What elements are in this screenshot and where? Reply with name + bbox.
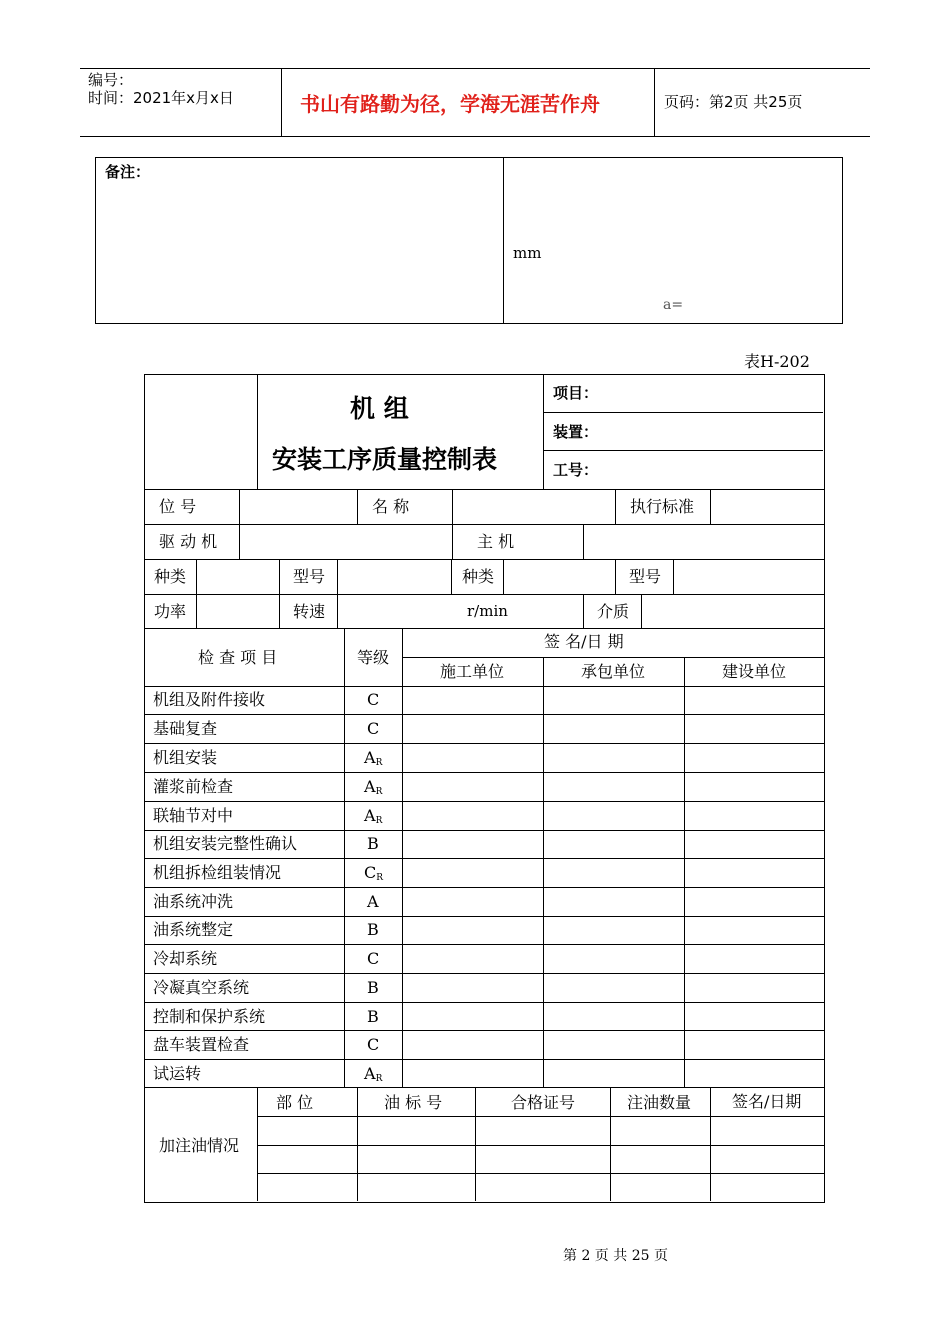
- position-no-label: 位 号: [159, 497, 197, 516]
- owner-unit-header: 建设单位: [722, 662, 787, 681]
- oil-section-label: 加注油情况: [159, 1136, 240, 1155]
- form-number: 表H-202: [744, 352, 810, 371]
- form-title-line2: 安装工序质量控制表: [272, 445, 498, 474]
- type-label-1: 种类: [154, 567, 187, 586]
- check-item-name: 机组安装: [153, 748, 218, 767]
- speed-unit: r/min: [467, 602, 508, 620]
- check-item-header: 检 查 项 目: [198, 648, 278, 667]
- form-title-line1: 机 组: [350, 394, 409, 423]
- check-item-grade: B: [367, 834, 379, 853]
- check-item-name: 油系统整定: [153, 920, 234, 939]
- page-footer: 第 2 页 共 25 页: [563, 1248, 668, 1264]
- check-item-grade: C: [367, 949, 380, 968]
- check-item-name: 冷却系统: [153, 949, 218, 968]
- check-item-grade: $A_R$: [364, 806, 383, 826]
- check-item-grade: B: [367, 920, 379, 939]
- check-item-grade: $C_R$: [364, 863, 384, 883]
- oil-sign-date-header: 签名/日期: [732, 1092, 802, 1111]
- check-item-grade: $A_R$: [364, 748, 383, 768]
- check-item-name: 联轴节对中: [153, 806, 234, 825]
- check-item-grade: A: [367, 892, 379, 911]
- power-label: 功率: [154, 602, 187, 621]
- check-item-grade: $A_R$: [364, 1064, 383, 1084]
- check-item-grade: B: [367, 978, 379, 997]
- check-item-grade: C: [367, 1035, 380, 1054]
- medium-label: 介质: [597, 602, 630, 621]
- check-item-grade: C: [367, 690, 380, 709]
- motto: 书山有路勤为径，学海无涯苦作舟: [300, 92, 600, 116]
- model-label-1: 型号: [293, 567, 326, 586]
- sign-date-header: 签 名/日 期: [544, 632, 624, 651]
- name-label: 名 称: [372, 497, 410, 516]
- contractor-unit-header: 承包单位: [581, 662, 646, 681]
- check-item-name: 基础复查: [153, 719, 218, 738]
- notes-label: 备注：: [105, 163, 151, 181]
- page-label: 页码：第2页 共25页: [664, 93, 803, 111]
- oil-grade-header: 油 标 号: [384, 1093, 443, 1112]
- oil-amount-header: 注油数量: [627, 1093, 692, 1112]
- certificate-no-header: 合格证号: [511, 1093, 576, 1112]
- grade-header: 等级: [357, 648, 390, 667]
- project-label: 项目：: [553, 384, 599, 402]
- formula-a: a=: [663, 297, 684, 313]
- unit-mm: mm: [513, 244, 542, 262]
- check-item-name: 试运转: [153, 1064, 202, 1083]
- device-label: 装置：: [553, 423, 599, 441]
- driver-label: 驱 动 机: [159, 532, 218, 551]
- check-item-name: 控制和保护系统: [153, 1007, 266, 1026]
- check-item-name: 机组安装完整性确认: [153, 834, 298, 853]
- check-item-name: 机组及附件接收: [153, 690, 266, 709]
- check-item-name: 盘车装置检查: [153, 1035, 250, 1054]
- check-item-name: 冷凝真空系统: [153, 978, 250, 997]
- check-item-grade: $A_R$: [364, 777, 383, 797]
- type-label-2: 种类: [462, 567, 495, 586]
- oil-part-header: 部 位: [276, 1093, 314, 1112]
- standard-label: 执行标准: [630, 497, 695, 516]
- check-item-grade: C: [367, 719, 380, 738]
- time-label: 时间：2021年x月x日: [88, 89, 234, 107]
- check-item-name: 灌浆前检查: [153, 777, 234, 796]
- main-machine-label: 主 机: [477, 532, 515, 551]
- check-item-name: 机组拆检组装情况: [153, 863, 282, 882]
- model-label-2: 型号: [629, 567, 662, 586]
- check-item-name: 油系统冲洗: [153, 892, 234, 911]
- construction-unit-header: 施工单位: [440, 662, 505, 681]
- serial-label: 编号：: [88, 71, 134, 89]
- work-no-label: 工号：: [553, 461, 599, 479]
- check-item-grade: B: [367, 1007, 379, 1026]
- speed-label: 转速: [293, 602, 326, 621]
